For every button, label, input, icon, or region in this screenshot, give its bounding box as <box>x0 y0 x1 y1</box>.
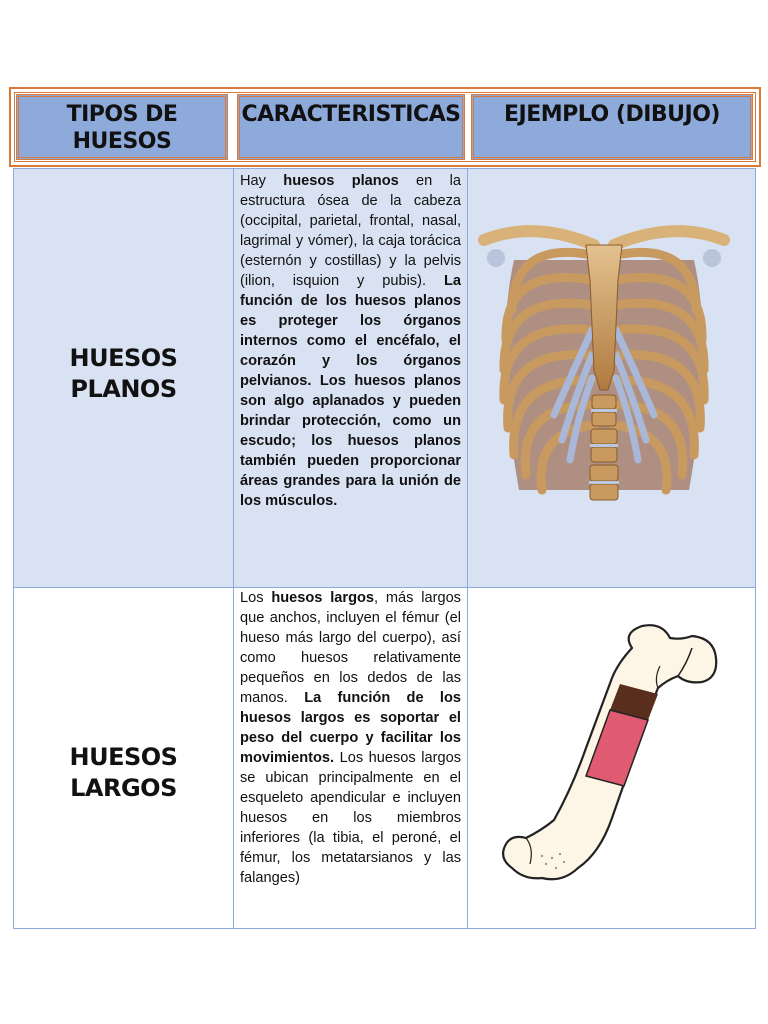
desc-text: en la estructura ósea de la cabeza (occipital, parietal, frontal, nasal, lagrimal y vómer), la caja torácica (esternón y costillas) y la pelvis (ilion, isquion y pubis). <box>240 173 461 289</box>
bone-description <box>240 171 461 511</box>
grid-line-right <box>755 168 756 929</box>
desc-bold-function: La función de los huesos planos es proteger los órganos internos como el encéfalo, el corazón y los órganos pelvianos. Los huesos planos son algo aplanados y pueden brindar protección, como un escudo; los huesos planos también pueden proporcionar áreas grandes para la unión de los músculos. <box>240 273 461 509</box>
desc-text: , más largos que anchos, incluyen el fémur (el hueso más largo del cuerpo), así como huesos relativamente pequeños en los dedos de las manos. <box>240 590 461 706</box>
desc-text: Hay <box>240 173 284 189</box>
femur-illustration-icon <box>482 608 722 908</box>
rib-cage-illustration-icon <box>474 200 734 518</box>
header-col1-text: TIPOS DE HUESOS <box>66 102 178 154</box>
desc-bold-function: La función de los huesos largos es soportar el peso del cuerpo y facilitar los movimientos. <box>240 690 461 766</box>
grid-line-col2 <box>467 168 468 929</box>
bone-description <box>240 588 461 888</box>
grid-line-col1 <box>233 168 234 929</box>
grid-line-top <box>13 168 755 169</box>
grid-line-left <box>13 168 14 929</box>
bone-type-name: HUESOS LARGOS <box>69 743 178 802</box>
desc-text: Los huesos largos se ubican principalmente en el esqueleto apendicular e incluyen huesos en los miembros inferiores (la tibia, el peroné, el fémur, los metatarsianos y las falanges) <box>240 750 461 886</box>
header-col3-text: EJEMPLO (DIBUJO) <box>504 102 720 127</box>
desc-text: Los <box>240 590 272 606</box>
header-tipos-de-huesos <box>16 94 228 160</box>
desc-bold-term: huesos largos <box>271 590 375 606</box>
desc-bold-term: huesos planos <box>283 173 399 189</box>
header-ejemplo <box>471 94 753 160</box>
header-col2-text: CARACTERISTICAS <box>241 102 461 127</box>
header-caracteristicas <box>237 94 465 160</box>
bone-type-name: HUESOS PLANOS <box>69 344 178 403</box>
